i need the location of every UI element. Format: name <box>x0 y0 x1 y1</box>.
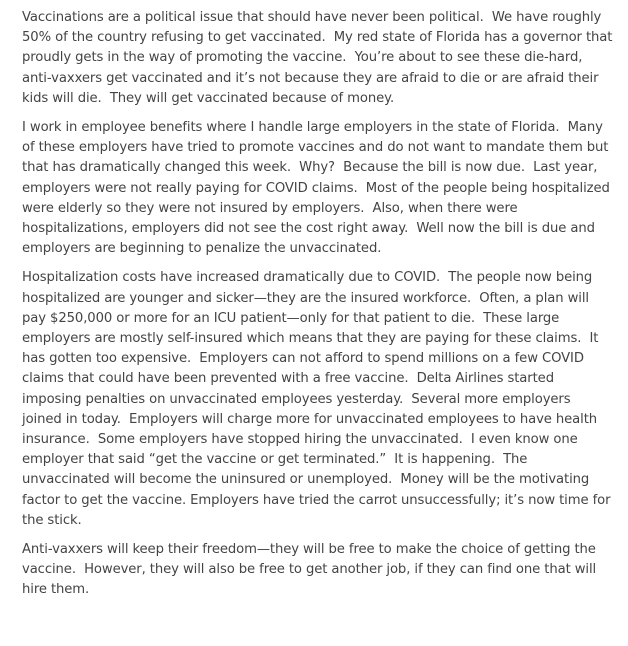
paragraph-3: Hospitalization costs have increased dramatically due to COVID. The people now being hospitalized are younger and sicker—they are the insured workforce. Often, a plan will pay $250,000 or more for an ICU patient—only for that patient to die. These large employers are mostly self-insured which means that they are paying for these claims. It has gotten too expensive. Employers can not afford to spend millions on a few COVID claims that could have been prevented with a free vaccine. Delta Airlines started imposing penalties on unvaccinated employees yesterday. Several more employers joined in today. Employers will charge more for unvaccinated employees to have health insurance. Some employers have stopped hiring the unvaccinated. I even know one employer that said “get the vaccine or get terminated.” It is happening. The unvaccinated will become the uninsured or unemployed. Money will be the motivating factor to get the vaccine. Employers have tried the carrot unsuccessfully; it’s now time for the stick. <box>22 270 615 528</box>
paragraph-4: Anti-vaxxers will keep their freedom—they will be free to make the choice of getting the vaccine. However, they will also be free to get another job, if they can find one that will hire them. <box>22 542 601 598</box>
paragraph-1: Vaccinations are a political issue that should have never been political. We have roughly 50% of the country refusing to get vaccinated. My red state of Florida has a governor that proudly gets in the way of promoting the vaccine. You’re about to see these die-hard, anti-vaxxers get vaccinated and it’s not because they are afraid to die or are afraid their kids will die. They will get vaccinated because of money. <box>22 10 617 106</box>
paragraph-2: I work in employee benefits where I handle large employers in the state of Florida. Many of these employers have tried to promote vaccines and do not want to mandate them but that has dramatically changed this week. Why? Because the bill is now due. Last year, employers were not really paying for COVID claims. Most of the people being hospitalized were elderly so they were not insured by employers. Also, when there were hospitalizations, employers did not see the cost right away. Well now the bill is due and employers are beginning to penalize the unvaccinated. <box>22 120 614 257</box>
